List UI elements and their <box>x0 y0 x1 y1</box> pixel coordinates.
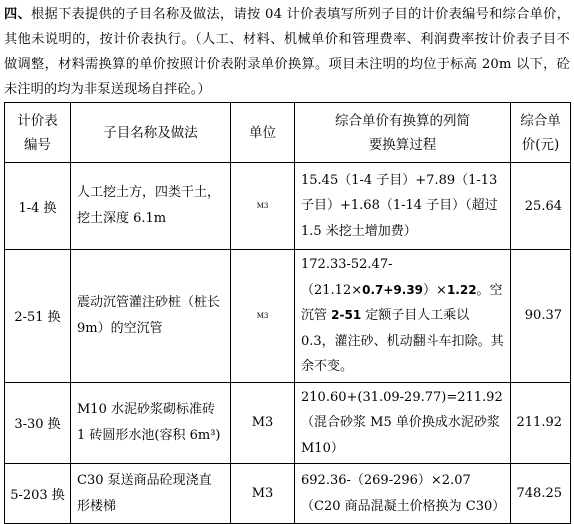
table-row <box>5 464 571 524</box>
row-code: 3-30 换 <box>5 382 71 464</box>
table-header-row <box>5 103 571 163</box>
row-unit: M3 <box>231 464 295 524</box>
header-price: 综合单价(元) <box>511 103 571 163</box>
row-code: 2-51 换 <box>5 250 71 383</box>
row-price: 748.25 <box>511 464 571 524</box>
row-name: 震动沉管灌注砂桩（桩长 9m）的空沉管 <box>71 250 231 383</box>
row-unit: M3 <box>231 163 295 250</box>
row-code: 5-203 换 <box>5 464 71 524</box>
question-number: 四、 <box>4 7 32 22</box>
row-name: C30 泵送商品砼现浇直形楼梯 <box>71 464 231 524</box>
table-row <box>5 163 571 250</box>
calc-bold-text: 1.22 <box>446 282 477 297</box>
table-row <box>5 382 571 464</box>
row-calc <box>295 250 511 383</box>
row-calc: 210.60+(31.09-29.77)=211.92（混合砂浆 M5 单价换成水泥砂浆 M10） <box>295 382 511 464</box>
pricing-table <box>4 102 571 524</box>
row-price: 25.64 <box>511 163 571 250</box>
header-name: 子目名称及做法 <box>71 103 231 163</box>
calc-bold-text: 0.7+9.39 <box>362 282 424 297</box>
row-name: 人工挖土方，四类干土，挖土深度 6.1m <box>71 163 231 250</box>
table-row <box>5 250 571 383</box>
calc-text: 172.33-52.47-（21.12× <box>301 257 393 298</box>
row-price: 211.92 <box>511 382 571 464</box>
row-unit: M3 <box>231 382 295 464</box>
row-name: M10 水泥砂浆砌标准砖 1 砖圆形水池(容积 6m³) <box>71 382 231 464</box>
row-calc: 692.36-（269-296）×2.07（C20 商品混凝土价格换为 C30） <box>295 464 511 524</box>
header-code: 计价表编号 <box>5 103 71 163</box>
row-code: 1-4 换 <box>5 163 71 250</box>
calc-text: 。空沉管 <box>301 282 503 323</box>
question-intro <box>4 2 570 102</box>
header-calc: 综合单价有换算的列简要换算过程 <box>295 103 511 163</box>
row-unit: M3 <box>231 250 295 383</box>
question-text: 根据下表提供的子目名称及做法，请按 04 计价表填写所列子目的计价表编号和综合单价，其他未说明的，按计价表执行。（人工、材料、机械单价和管理费率、利润费率按计价表子目不做调整，材料需换算的单价按照计价表附录单价换算。项目未注明的均位于标高 20m 以下，砼未注明的均为非泵送现场自拌砼。） <box>4 7 570 97</box>
row-price: 90.37 <box>511 250 571 383</box>
calc-bold-text: 2-51 <box>331 308 362 322</box>
header-unit: 单位 <box>231 103 295 163</box>
calc-text: 定额子目人工乘以 0.3，灌注砂、机动翻斗车扣除。其余不变。 <box>301 308 504 374</box>
row-calc: 15.45（1-4 子目）+7.89（1-13 子目）+1.68（1-14 子目）（超过 1.5 米挖土增加费） <box>295 163 511 250</box>
calc-text: ）× <box>423 282 447 298</box>
